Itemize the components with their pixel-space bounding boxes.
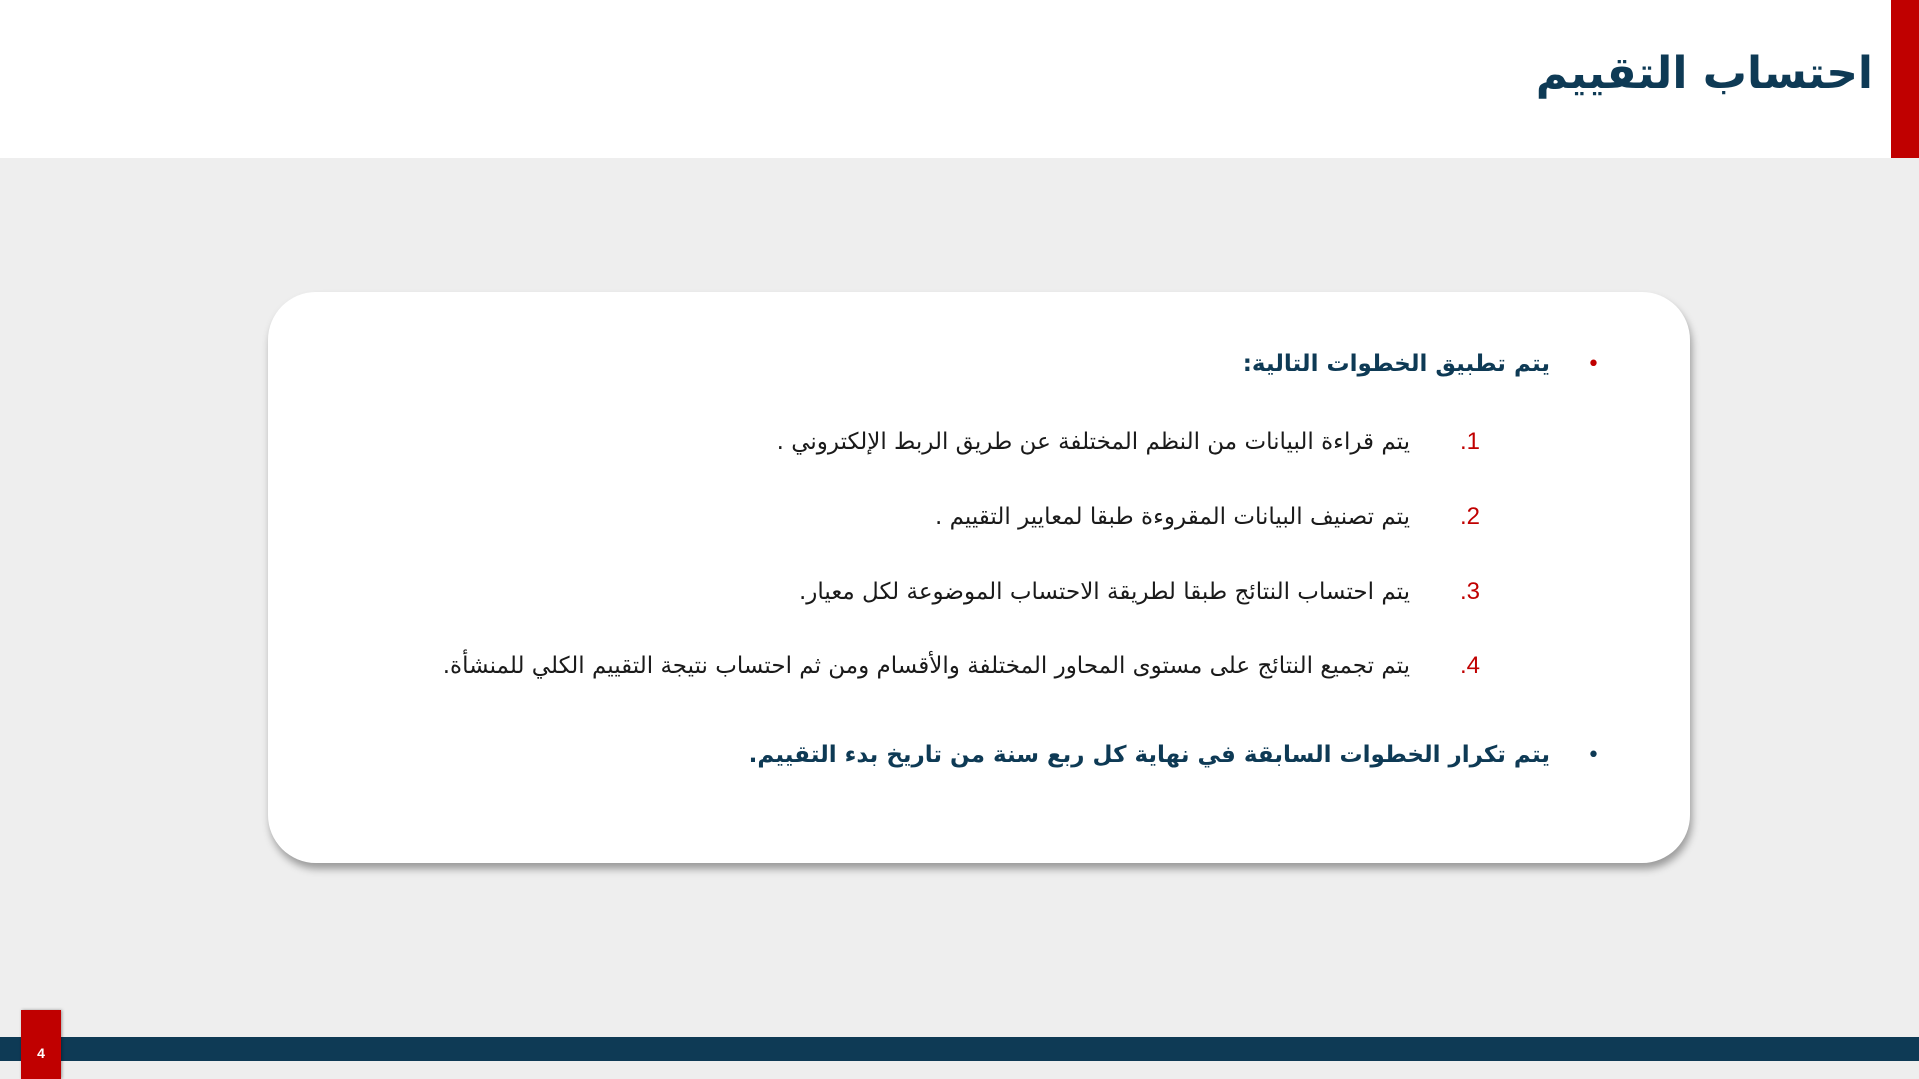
slide-header xyxy=(0,0,1919,158)
bullet-marker: • xyxy=(1587,351,1600,377)
step-number: 1. xyxy=(1459,428,1480,455)
page-number-badge xyxy=(21,1010,61,1079)
closing-bullet-text: يتم تكرار الخطوات السابقة في نهاية كل ربع سنة من تاريخ بدء التقييم. xyxy=(748,742,1550,768)
content-card xyxy=(268,292,1690,863)
step-text: يتم قراءة البيانات من النظم المختلفة عن طريق الربط الإلكتروني . xyxy=(776,429,1410,455)
list-item xyxy=(777,422,1480,462)
footer-bar xyxy=(0,1037,1919,1061)
step-number: 4. xyxy=(1459,652,1480,679)
step-number: 2. xyxy=(1459,503,1480,530)
list-item xyxy=(443,646,1480,686)
closing-bullet xyxy=(749,735,1600,775)
intro-bullet-text: يتم تطبيق الخطوات التالية: xyxy=(1242,351,1550,377)
page-number: 4 xyxy=(37,1045,45,1061)
step-text: يتم تصنيف البيانات المقروءة طبقا لمعايير التقييم . xyxy=(934,504,1410,530)
step-number: 3. xyxy=(1459,578,1480,605)
page-title: احتساب التقييم xyxy=(1535,48,1873,99)
header-accent-bar xyxy=(1891,0,1919,158)
list-item xyxy=(935,497,1480,537)
step-text: يتم تجميع النتائج على مستوى المحاور المختلفة والأقسام ومن ثم احتساب نتيجة التقييم الكلي للمنشأة. xyxy=(442,653,1410,679)
bullet-marker: • xyxy=(1587,742,1600,768)
list-item xyxy=(799,572,1480,612)
intro-bullet xyxy=(1243,344,1600,384)
step-text: يتم احتساب النتائج طبقا لطريقة الاحتساب الموضوعة لكل معيار. xyxy=(798,579,1410,605)
